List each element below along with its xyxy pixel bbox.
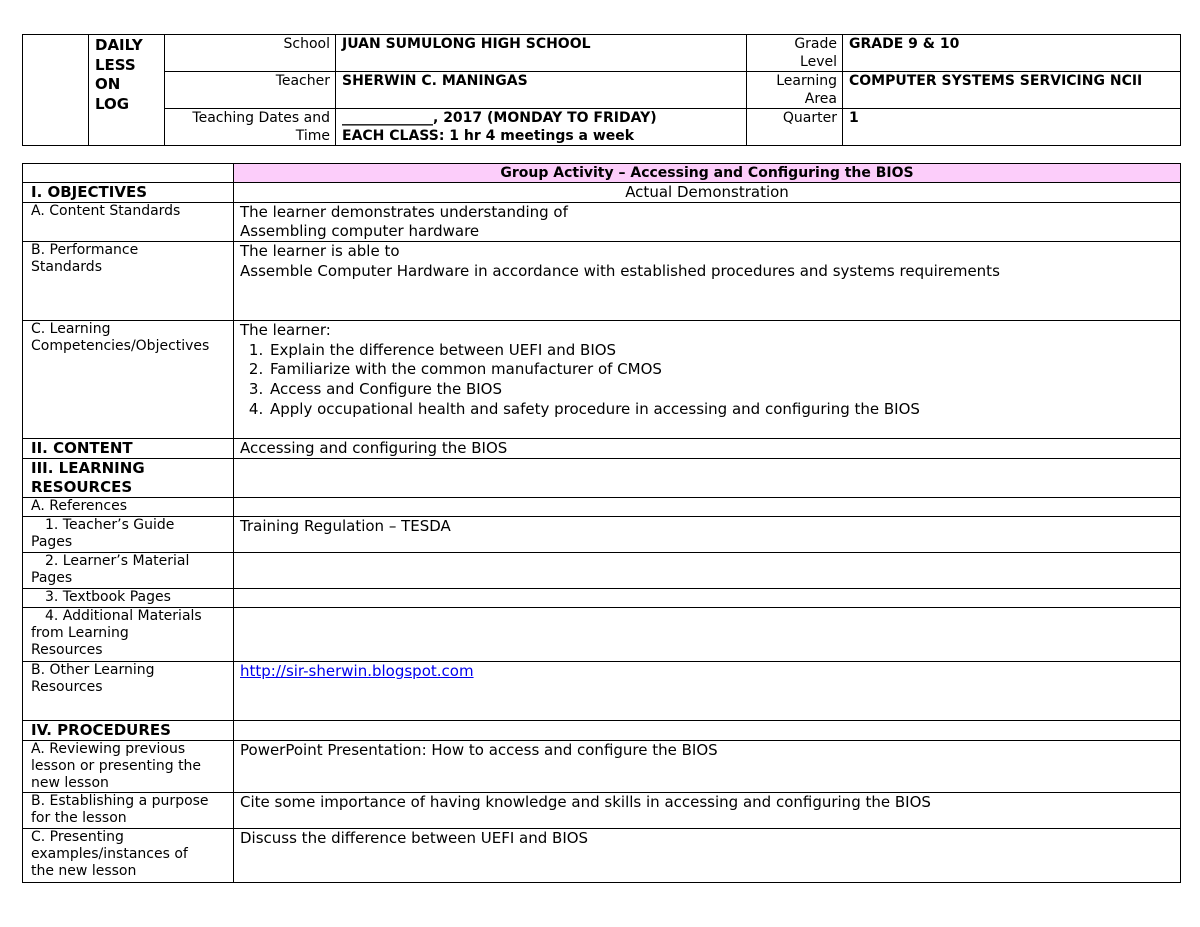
competencies-list: [240, 341, 1180, 420]
blog-link[interactable]: http://sir-sherwin.blogspot.com: [240, 662, 474, 680]
learners-material-value: [234, 553, 1181, 589]
content-value: Accessing and configuring the BIOS: [234, 439, 1181, 459]
teacher-label: Teacher: [165, 72, 336, 109]
lesson-plan-table: [22, 163, 1181, 883]
other-resources-value: [234, 662, 1181, 721]
teaching-dates-label: Teaching Dates and Time: [165, 109, 336, 146]
content-standards-value: The learner demonstrates understanding of Assembling computer hardware: [234, 203, 1181, 242]
other-resources-label: B. Other Learning Resources: [23, 662, 234, 721]
quarter-label: Quarter: [747, 109, 843, 146]
teaching-dates-value: _____________, 2017 (MONDAY TO FRIDAY) EACH CLASS: 1 hr 4 meetings a week: [336, 109, 747, 146]
objectives-heading: I. OBJECTIVES: [23, 183, 234, 203]
learning-area-value: COMPUTER SYSTEMS SERVICING NCII: [843, 72, 1181, 109]
school-value: JUAN SUMULONG HIGH SCHOOL: [336, 35, 747, 72]
textbook-pages-label: 3. Textbook Pages: [23, 589, 234, 608]
school-label: School: [165, 35, 336, 72]
proc-b-label: B. Establishing a purpose for the lesson: [23, 793, 234, 829]
proc-c-value: Discuss the difference between UEFI and BIOS: [234, 829, 1181, 883]
activity-blank-cell: [23, 164, 234, 183]
content-heading: II. CONTENT: [23, 439, 234, 459]
teacher-value: SHERWIN C. MANINGAS: [336, 72, 747, 109]
competency-item: 1. Explain the difference between UEFI and BIOS: [268, 341, 1180, 361]
references-label: A. References: [23, 498, 234, 517]
performance-standards-value: The learner is able to Assemble Computer Hardware in accordance with established procedures and systems requirements: [234, 242, 1181, 321]
objectives-value: Actual Demonstration: [234, 183, 1181, 203]
learning-competencies-value: The learner: 1. Explain the difference between UEFI and BIOS 2. Familiarize with the common manufacturer of CMOS 3. Access and Configure the BIOS 4. Apply occupational health and safety procedure in accessing and configuring the BIOS: [234, 321, 1181, 439]
references-value: [234, 498, 1181, 517]
additional-materials-value: [234, 608, 1181, 662]
procedures-heading: IV. PROCEDURES: [23, 721, 234, 741]
learning-competencies-label: C. Learning Competencies/Objectives: [23, 321, 234, 439]
teachers-guide-value: Training Regulation – TESDA: [234, 517, 1181, 553]
grade-level-value: GRADE 9 & 10: [843, 35, 1181, 72]
learning-resources-heading: III. LEARNING RESOURCES: [23, 459, 234, 498]
additional-materials-label: 4. Additional Materials from Learning Resources: [23, 608, 234, 662]
proc-b-value: Cite some importance of having knowledge and skills in accessing and configuring the BIOS: [234, 793, 1181, 829]
daily-lesson-log-title: DAILY LESS ON LOG: [89, 35, 165, 146]
learners-material-label: 2. Learner’s Material Pages: [23, 553, 234, 589]
header-table: [22, 34, 1181, 146]
competency-item: 4. Apply occupational health and safety procedure in accessing and configuring the BIOS: [268, 400, 1180, 420]
quarter-value: 1: [843, 109, 1181, 146]
proc-c-label: C. Presenting examples/instances of the new lesson: [23, 829, 234, 883]
content-standards-label: A. Content Standards: [23, 203, 234, 242]
competency-item: 2. Familiarize with the common manufacturer of CMOS: [268, 360, 1180, 380]
textbook-pages-value: [234, 589, 1181, 608]
performance-standards-label: B. Performance Standards: [23, 242, 234, 321]
proc-a-value: PowerPoint Presentation: How to access and configure the BIOS: [234, 741, 1181, 793]
grade-level-label: Grade Level: [747, 35, 843, 72]
learning-resources-value: [234, 459, 1181, 498]
header-blank-cell: [23, 35, 89, 146]
activity-title: Group Activity – Accessing and Configuring the BIOS: [234, 164, 1181, 183]
teachers-guide-label: 1. Teacher’s Guide Pages: [23, 517, 234, 553]
procedures-value: [234, 721, 1181, 741]
learning-area-label: Learning Area: [747, 72, 843, 109]
competency-item: 3. Access and Configure the BIOS: [268, 380, 1180, 400]
proc-a-label: A. Reviewing previous lesson or presenting the new lesson: [23, 741, 234, 793]
